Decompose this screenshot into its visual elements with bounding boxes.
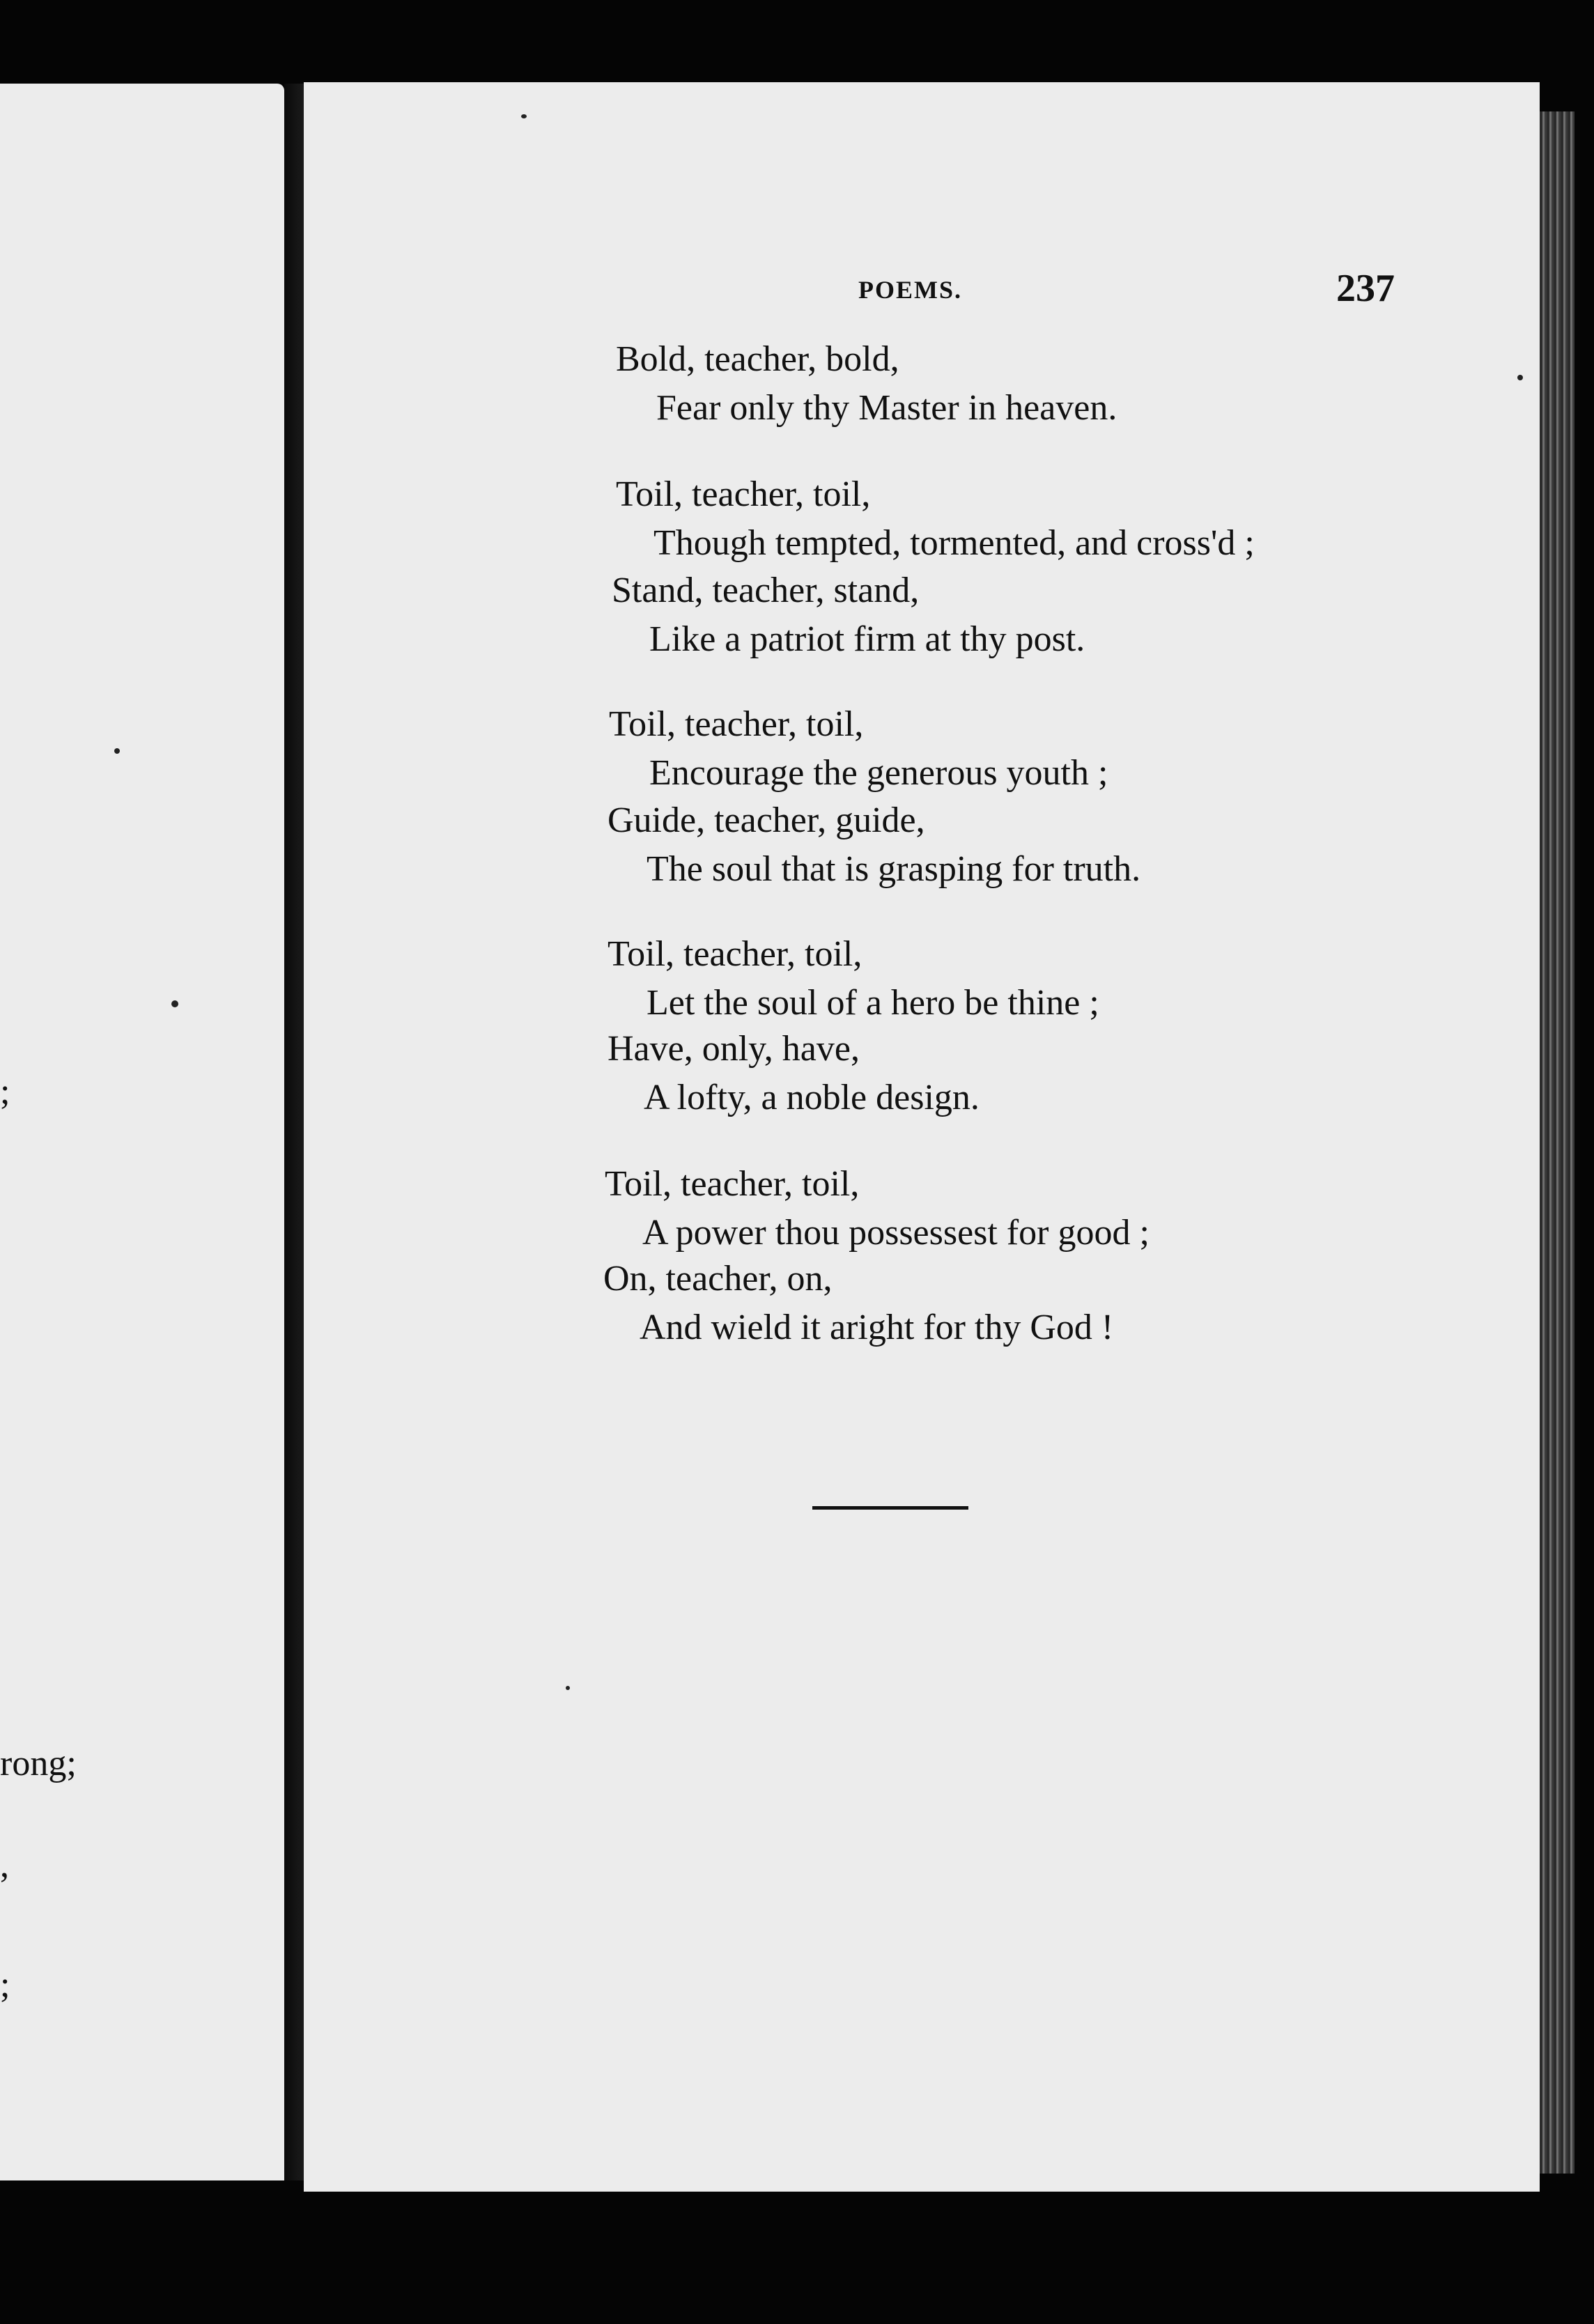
- poem-line: Encourage the generous youth ;: [649, 753, 1108, 793]
- poem-line: Let the soul of a hero be thine ;: [647, 983, 1099, 1023]
- poem-line: Toil, teacher, toil,: [616, 474, 871, 514]
- poem-line: Stand, teacher, stand,: [612, 571, 920, 610]
- ink-speck: [1517, 375, 1523, 380]
- left-page-fragment: ;: [0, 1072, 10, 1112]
- page-edge: [1540, 111, 1574, 2174]
- poem-line: A power thou possessest for good ;: [642, 1213, 1150, 1253]
- poem-line: Bold, teacher, bold,: [616, 339, 899, 379]
- poem-line: Guide, teacher, guide,: [608, 800, 925, 840]
- page-number: 237: [1336, 267, 1395, 310]
- ink-speck: [171, 1000, 178, 1007]
- book-gutter: [284, 84, 304, 2180]
- left-page-fragment: ;: [0, 1965, 10, 2005]
- poem-line: Like a patriot firm at thy post.: [649, 619, 1085, 659]
- ink-speck: [114, 748, 120, 754]
- poem-line: Toil, teacher, toil,: [609, 704, 864, 744]
- poem-line: The soul that is grasping for truth.: [647, 849, 1141, 889]
- ink-speck: [521, 114, 527, 118]
- poem-line: Toil, teacher, toil,: [605, 1164, 860, 1204]
- poem-line: And wield it aright for thy God !: [640, 1308, 1114, 1347]
- poem-line: Toil, teacher, toil,: [608, 934, 862, 974]
- poem-line: Have, only, have,: [608, 1029, 860, 1069]
- section-divider-rule: [812, 1506, 968, 1510]
- ink-speck: [566, 1686, 570, 1690]
- poem-line: Fear only thy Master in heaven.: [656, 388, 1117, 428]
- left-page-fragment: ,: [0, 1845, 9, 1885]
- running-head: POEMS.: [858, 276, 963, 304]
- poem-line: Though tempted, tormented, and cross'd ;: [653, 523, 1255, 563]
- left-page: [0, 84, 284, 2180]
- left-page-fragment: rong;: [0, 1744, 77, 1783]
- poem-line: On, teacher, on,: [603, 1259, 833, 1299]
- poem-line: A lofty, a noble design.: [644, 1078, 980, 1117]
